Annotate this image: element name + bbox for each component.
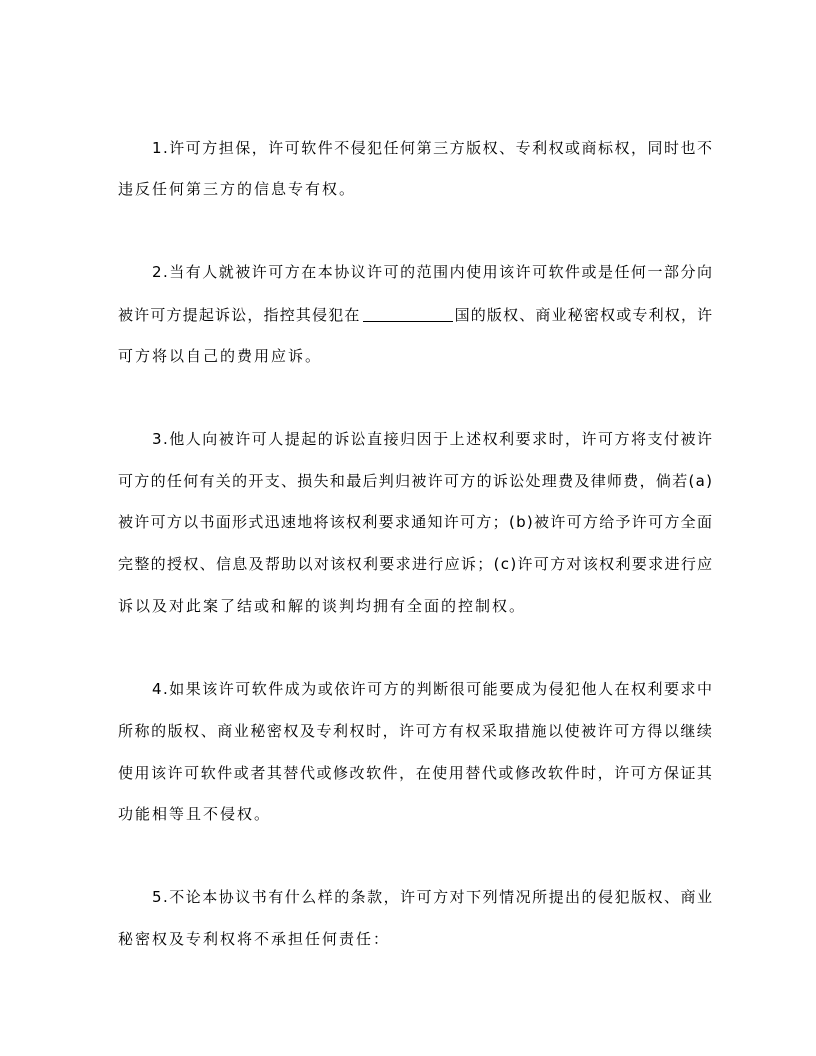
paragraph-line: 诉以及对此案了结或和解的谈判均拥有全面的控制权。 <box>118 597 527 615</box>
paragraph-line: 5.不论本协议书有什么样的条款，许可方对下列情况所提出的侵犯版权、商业 <box>152 888 714 906</box>
paragraph-line: 秘密权及专利权将不承担任何责任： <box>118 930 391 948</box>
paragraph-line: 所称的版权、商业秘密权及专利权时，许可方有权采取措施以使被许可方得以继续 <box>118 722 714 740</box>
paragraph-line: 1.许可方担保，许可软件不侵犯任何第三方版权、专利权或商标权，同时也不 <box>152 139 714 157</box>
paragraph-line: 完整的授权、信息及帮助以对该权利要求进行应诉；(c)许可方对该权利要求进行应 <box>118 555 714 573</box>
paragraph-line: 3.他人向被许可人提起的诉讼直接归因于上述权利要求时，许可方将支付被许 <box>152 430 714 448</box>
paragraph-text-segment: 国的版权、商业秘密权或专利权，许 <box>454 306 714 324</box>
paragraph-line: 2.当有人就被许可方在本协议许可的范围内使用该许可软件或是任何一部分向 <box>152 263 714 281</box>
paragraph-line: 功能相等且不侵权。 <box>118 805 272 823</box>
paragraph-line: 违反任何第三方的信息专有权。 <box>118 180 357 198</box>
paragraph-line: 可方将以自己的费用应诉。 <box>118 347 323 365</box>
paragraph-line: 4.如果该许可软件成为或依许可方的判断很可能要成为侵犯他人在权利要求中 <box>152 680 714 698</box>
paragraph-text-segment: 被许可方提起诉讼，指控其侵犯在 <box>118 306 361 324</box>
paragraph-line: 使用该许可软件或者其替代或修改软件，在使用替代或修改软件时，许可方保证其 <box>118 764 714 782</box>
paragraph-line: 被许可方以书面形式迅速地将该权利要求通知许可方；(b)被许可方给予许可方全面 <box>118 513 714 531</box>
paragraph-line: 可方的任何有关的开支、损失和最后判归被许可方的诉讼处理费及律师费，倘若(a) <box>118 472 714 490</box>
